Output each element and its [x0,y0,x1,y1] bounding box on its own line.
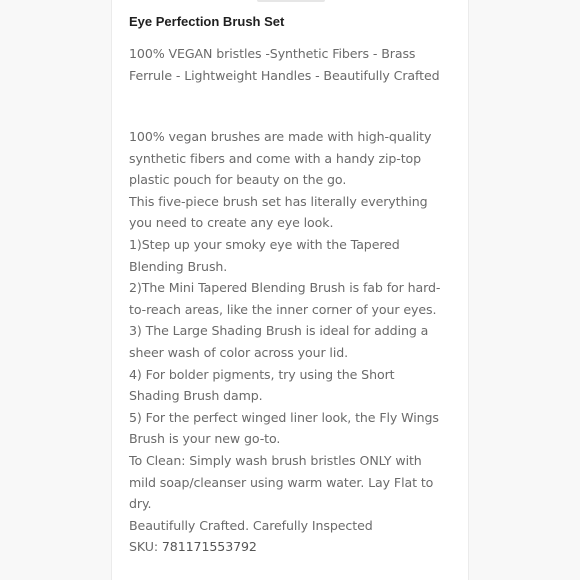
description-line: Brush is your new go-to. [129,431,281,447]
description-line: 100% vegan brushes are made with high-quality [129,129,432,144]
description-line: sheer wash of color across your lid. [129,344,349,360]
description-line: to-reach areas, like the inner corner of your eyes. [129,301,437,317]
tagline-line: 100% VEGAN bristles -Synthetic Fibers - Brass [129,46,416,61]
description-line: To Clean: Simply wash brush bristles ONLY with [129,452,422,468]
description-line: synthetic fibers and come with a handy zip-top [129,150,422,166]
product-tagline [129,43,459,86]
sku-label: SKU: [129,539,158,555]
description-line: dry. [129,496,152,512]
product-description [129,126,459,558]
sheet-drag-handle[interactable] [257,0,325,2]
sku-line [129,536,459,558]
description-line: 3) The Large Shading Brush is ideal for adding a [129,323,429,339]
description-line: This five-piece brush set has literally everything [129,193,428,209]
description-line: 4) For bolder pigments, try using the Short [129,366,395,382]
description-line: Shading Brush damp. [129,388,263,404]
description-line: plastic pouch for beauty on the go. [129,172,347,188]
description-line: mild soap/cleanser using warm water. Lay Flat to [129,474,434,490]
description-line: 1)Step up your smoky eye with the Tapered [129,236,400,252]
description-line: Beautifully Crafted. Carefully Inspected [129,517,373,533]
description-line: 2)The Mini Tapered Blending Brush is fab for hard- [129,280,441,296]
product-title: Eye Perfection Brush Set [129,14,285,29]
description-line: 5) For the perfect winged liner look, the Fly Wings [129,409,439,425]
description-line: Blending Brush. [129,258,228,274]
sku-value: 781171553792 [161,539,257,555]
description-line: you need to create any eye look. [129,215,334,231]
tagline-line: Ferrule - Lightweight Handles - Beautifully Crafted [129,67,440,83]
